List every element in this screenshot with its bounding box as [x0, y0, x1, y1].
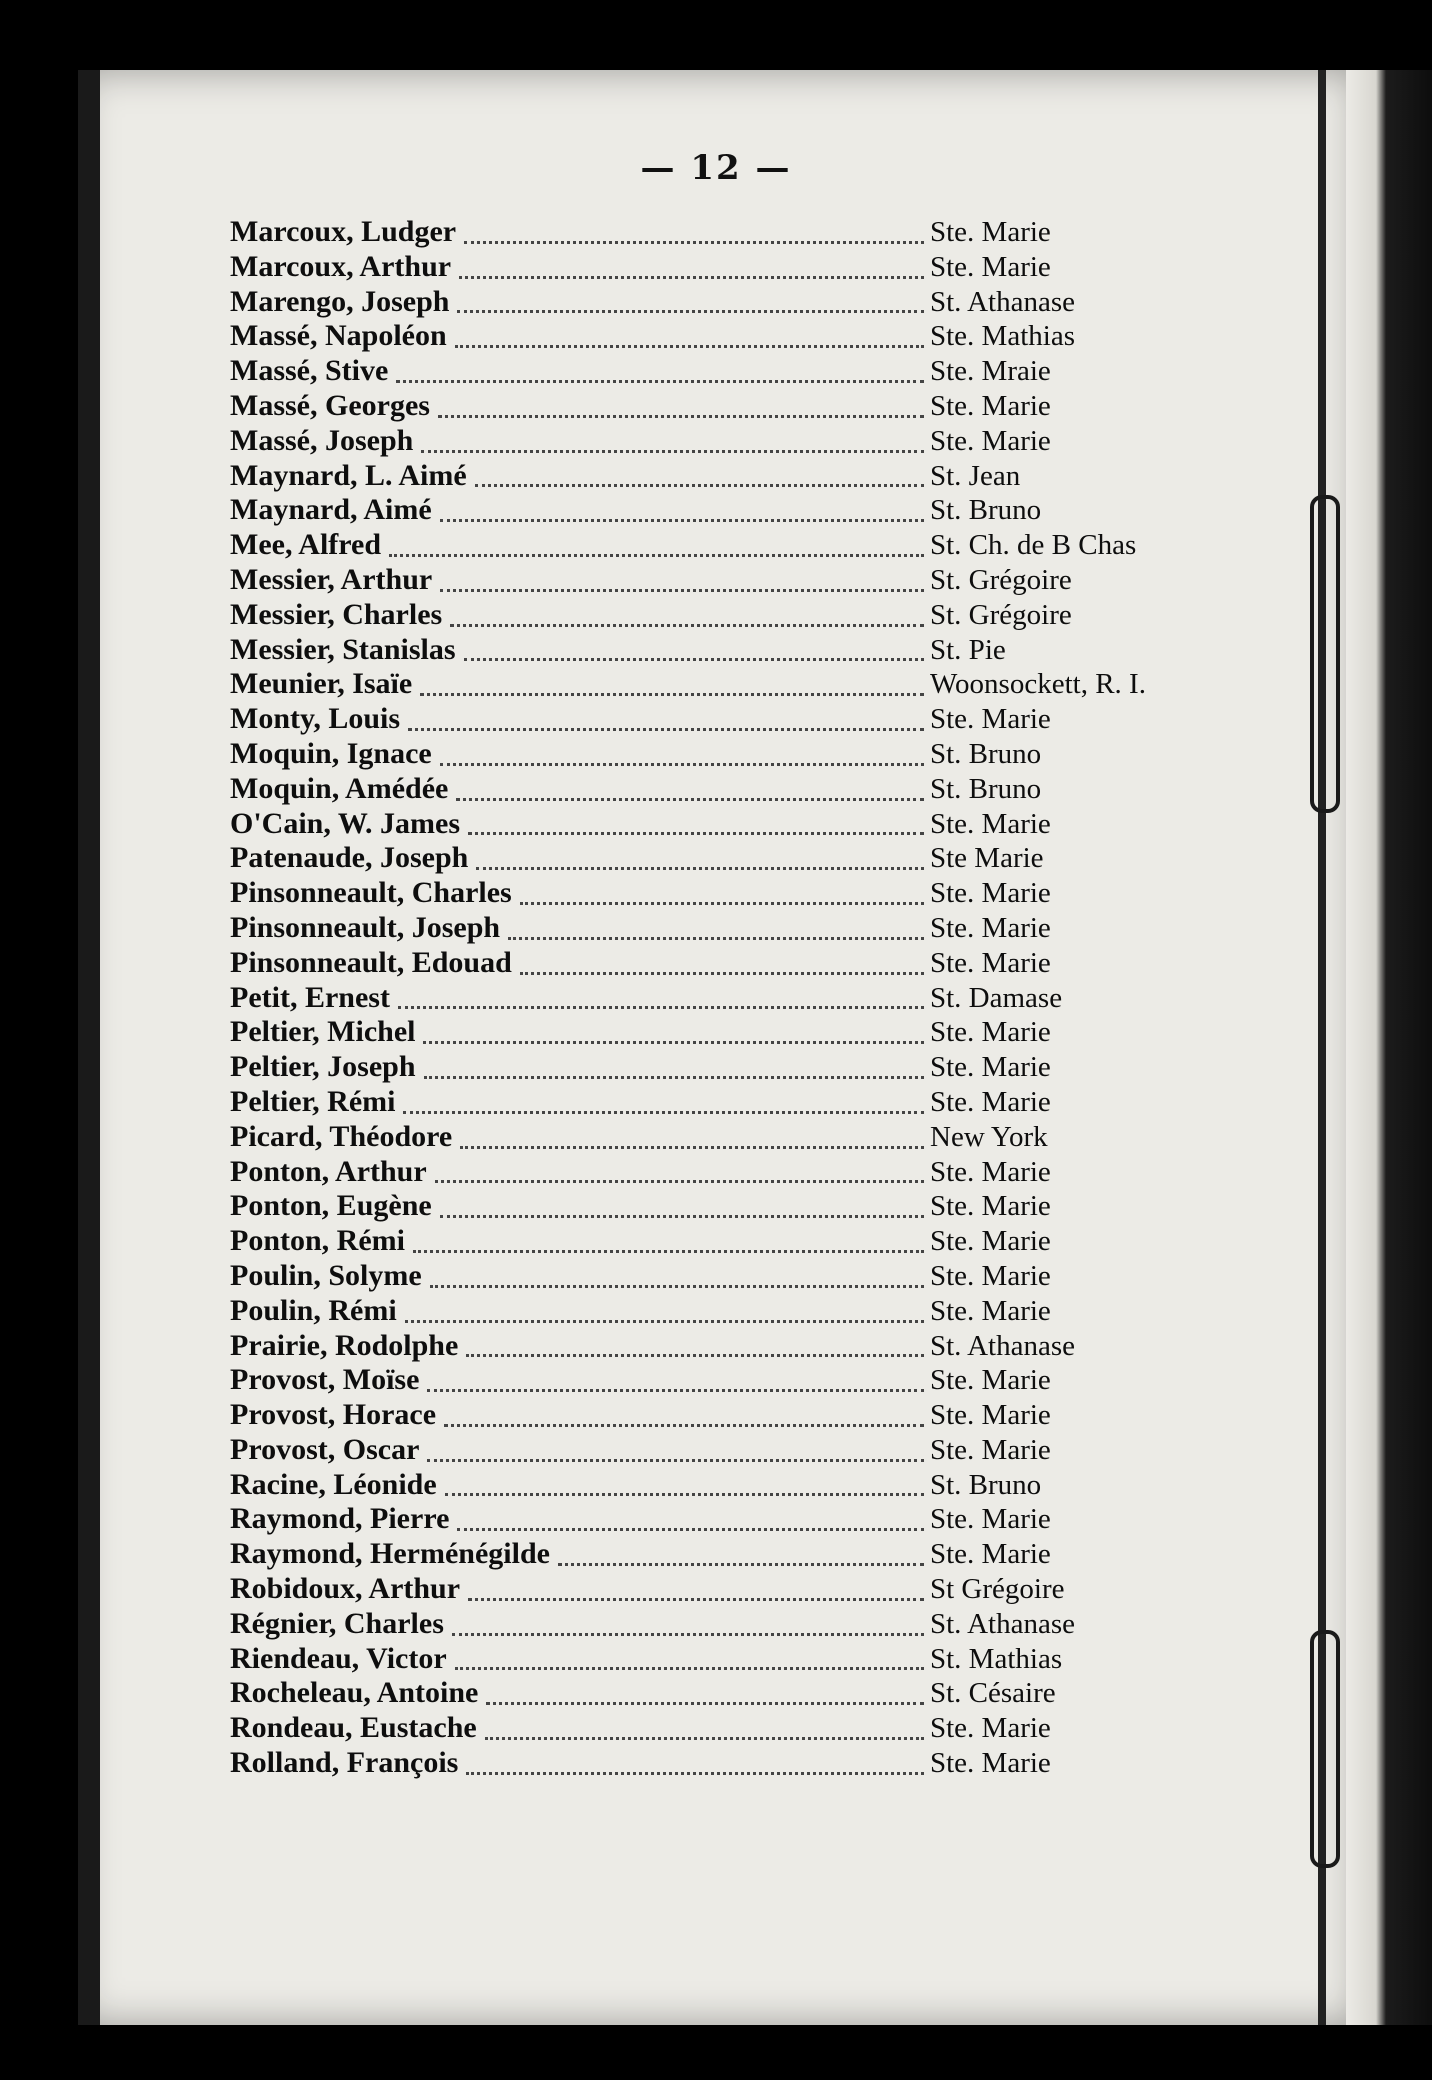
dot-leader	[464, 658, 924, 661]
entry-name: Régnier, Charles	[230, 1606, 444, 1640]
list-item	[230, 807, 1130, 842]
page-right-binding-edge	[1346, 70, 1432, 2025]
name-place-list	[230, 215, 1146, 1781]
list-item	[230, 250, 1130, 285]
entry-name: Massé, Georges	[230, 388, 430, 422]
entry-name: Prairie, Rodolphe	[230, 1328, 459, 1362]
list-item	[230, 319, 1130, 354]
page-left-margin-shadow	[78, 70, 100, 2025]
dot-leader	[476, 867, 924, 870]
entry-place: St Grégoire	[930, 1573, 1065, 1606]
dot-leader	[421, 450, 924, 453]
entry-place: St. Bruno	[930, 772, 1042, 805]
dot-leader	[405, 1320, 924, 1323]
entry-place: Ste. Marie	[930, 877, 1051, 910]
list-item	[230, 841, 1130, 876]
entry-name: Pinsonneault, Charles	[230, 876, 512, 910]
entry-name: Petit, Ernest	[230, 980, 390, 1014]
entry-place: St. Bruno	[930, 1468, 1042, 1501]
entry-place: St. Damase	[930, 981, 1063, 1014]
entry-name: Peltier, Michel	[230, 1015, 416, 1049]
list-item	[230, 1711, 1130, 1746]
dot-leader	[389, 554, 924, 557]
dot-leader	[475, 484, 924, 487]
dot-leader	[520, 972, 924, 975]
entry-place: Ste. Marie	[930, 1016, 1051, 1049]
entry-name: Meunier, Isaïe	[230, 667, 413, 701]
entry-name: Moquin, Ignace	[230, 736, 432, 770]
entry-name: Peltier, Rémi	[230, 1084, 396, 1118]
list-item	[230, 424, 1130, 459]
entry-place: Ste Marie	[930, 842, 1044, 875]
entry-name: Messier, Stanislas	[230, 632, 456, 666]
dot-leader	[468, 1598, 924, 1601]
entry-name: Maynard, L. Aimé	[230, 458, 467, 492]
entry-name: Rocheleau, Antoine	[230, 1676, 479, 1710]
entry-name: Poulin, Rémi	[230, 1293, 397, 1327]
entry-name: Robidoux, Arthur	[230, 1572, 461, 1606]
entry-name: Racine, Léonide	[230, 1467, 437, 1501]
list-item	[230, 1294, 1130, 1329]
dot-leader	[444, 1424, 924, 1427]
list-item	[230, 1607, 1130, 1642]
entry-name: Marcoux, Ludger	[230, 215, 457, 248]
dot-leader	[485, 1737, 924, 1740]
list-item	[230, 633, 1130, 668]
entry-place: Ste. Marie	[930, 911, 1051, 944]
list-item	[230, 946, 1130, 981]
list-item	[230, 215, 1130, 250]
dot-leader	[440, 1215, 924, 1218]
entry-name: Massé, Joseph	[230, 423, 414, 457]
dot-leader	[440, 763, 924, 766]
list-item	[230, 1120, 1130, 1155]
entry-place: St. Bruno	[930, 494, 1042, 527]
entry-place: Ste. Marie	[930, 216, 1051, 248]
entry-place: Ste. Marie	[930, 1712, 1051, 1745]
entry-place: Ste. Marie	[930, 1259, 1051, 1292]
dot-leader	[452, 1633, 924, 1636]
entry-name: Massé, Stive	[230, 354, 389, 388]
entry-name: Ponton, Eugène	[230, 1189, 432, 1223]
dot-leader	[464, 241, 924, 244]
list-item	[230, 1433, 1130, 1468]
dot-leader	[420, 693, 924, 696]
entry-name: Messier, Charles	[230, 597, 443, 631]
entry-place: St. Mathias	[930, 1642, 1063, 1675]
entry-place: St. Athanase	[930, 1329, 1075, 1362]
entry-place: Ste. Marie	[930, 1747, 1051, 1780]
entry-place: St. Jean	[930, 459, 1021, 492]
entry-place: Ste. Marie	[930, 807, 1051, 840]
entry-place: Ste. Mathias	[930, 320, 1075, 353]
list-item	[230, 737, 1130, 772]
dot-leader	[445, 1493, 924, 1496]
entry-place: St. Pie	[930, 633, 1006, 666]
dot-leader	[466, 1772, 924, 1775]
list-item	[230, 1259, 1130, 1294]
dot-leader	[468, 832, 924, 835]
list-item	[230, 1746, 1130, 1781]
entry-place: Ste. Marie	[930, 1503, 1051, 1536]
entry-place: St. Athanase	[930, 1607, 1075, 1640]
list-item	[230, 1363, 1130, 1398]
list-item	[230, 1502, 1130, 1537]
dot-leader	[440, 519, 924, 522]
list-item	[230, 1085, 1130, 1120]
entry-name: Patenaude, Joseph	[230, 841, 469, 875]
binding-cord-bottom	[1310, 1630, 1340, 1868]
entry-place: Ste. Marie	[930, 1364, 1051, 1397]
entry-place: St. Bruno	[930, 737, 1042, 770]
dot-leader	[430, 1285, 924, 1288]
entry-place: St. Ch. de B Chas	[930, 529, 1137, 562]
list-item	[230, 772, 1130, 807]
entry-name: Pinsonneault, Edouad	[230, 945, 512, 979]
dot-leader	[435, 1180, 924, 1183]
dot-leader	[456, 798, 924, 801]
entry-place: Ste. Marie	[930, 424, 1051, 457]
list-item	[230, 1537, 1130, 1572]
entry-name: Poulin, Solyme	[230, 1258, 422, 1292]
dot-leader	[396, 380, 924, 383]
dot-leader	[403, 1111, 924, 1114]
entry-place: Ste. Marie	[930, 1538, 1051, 1571]
dot-leader	[459, 276, 924, 279]
list-item	[230, 285, 1130, 320]
list-item	[230, 1155, 1130, 1190]
list-item	[230, 1572, 1130, 1607]
entry-place: New York	[930, 1120, 1048, 1153]
list-item	[230, 354, 1130, 389]
list-item	[230, 1015, 1130, 1050]
entry-name: Riendeau, Victor	[230, 1641, 447, 1675]
dot-leader	[486, 1702, 924, 1705]
dot-leader	[438, 415, 924, 418]
dot-leader	[457, 1528, 924, 1531]
dot-leader	[558, 1563, 924, 1566]
entry-name: Provost, Oscar	[230, 1432, 420, 1466]
entry-place: Ste. Marie	[930, 1225, 1051, 1258]
list-item	[230, 1676, 1130, 1711]
entry-name: Picard, Théodore	[230, 1119, 453, 1153]
dot-leader	[413, 1250, 924, 1253]
list-item	[230, 493, 1130, 528]
entry-name: Raymond, Pierre	[230, 1502, 450, 1536]
entry-name: Moquin, Amédée	[230, 771, 449, 805]
entry-name: Ponton, Rémi	[230, 1224, 405, 1258]
dot-leader	[450, 624, 924, 627]
entry-name: Marengo, Joseph	[230, 284, 450, 318]
list-item	[230, 1050, 1130, 1085]
list-item	[230, 1329, 1130, 1364]
dot-leader	[398, 1006, 924, 1009]
list-item	[230, 702, 1130, 737]
entry-place: Ste. Marie	[930, 250, 1051, 283]
entry-name: Messier, Arthur	[230, 562, 433, 596]
entry-name: Monty, Louis	[230, 702, 401, 736]
dot-leader	[457, 310, 924, 313]
binding-cord-top	[1310, 495, 1340, 813]
dot-leader	[424, 1076, 924, 1079]
entry-place: Ste. Marie	[930, 389, 1051, 422]
entry-name: Rondeau, Eustache	[230, 1711, 477, 1745]
list-item	[230, 459, 1130, 494]
list-item	[230, 667, 1146, 702]
list-item	[230, 1642, 1130, 1677]
list-item	[230, 598, 1130, 633]
list-item	[230, 1398, 1130, 1433]
entry-name: Marcoux, Arthur	[230, 249, 452, 283]
dot-leader	[427, 1459, 924, 1462]
entry-place: St. Césaire	[930, 1677, 1056, 1710]
entry-place: Ste. Marie	[930, 1190, 1051, 1223]
dot-leader	[520, 902, 924, 905]
dot-leader	[455, 1667, 924, 1670]
entry-name: Mee, Alfred	[230, 528, 382, 562]
entry-place: Ste. Marie	[930, 1051, 1051, 1084]
list-item	[230, 1468, 1130, 1503]
entry-name: Maynard, Aimé	[230, 493, 432, 527]
entry-name: Pinsonneault, Joseph	[230, 910, 501, 944]
entry-place: St. Athanase	[930, 285, 1075, 318]
entry-place: St. Grégoire	[930, 598, 1072, 631]
entry-place: Ste. Marie	[930, 1433, 1051, 1466]
entry-name: Rolland, François	[230, 1746, 459, 1780]
entry-place: Ste. Mraie	[930, 355, 1051, 388]
entry-place: Ste. Marie	[930, 946, 1051, 979]
entry-name: Provost, Moïse	[230, 1363, 420, 1397]
list-item	[230, 563, 1130, 598]
list-item	[230, 911, 1130, 946]
entry-place: Ste. Marie	[930, 1399, 1051, 1432]
dot-leader	[423, 1041, 924, 1044]
entry-place: Ste. Marie	[930, 1155, 1051, 1188]
entry-place: St. Grégoire	[930, 563, 1072, 596]
entry-name: O'Cain, W. James	[230, 806, 461, 840]
list-item	[230, 876, 1130, 911]
entry-place: Woonsockett, R. I.	[930, 668, 1146, 701]
dot-leader	[460, 1146, 924, 1149]
entry-name: Provost, Horace	[230, 1398, 437, 1432]
list-item	[230, 1189, 1130, 1224]
list-item	[230, 389, 1130, 424]
dot-leader	[408, 728, 924, 731]
dot-leader	[455, 345, 924, 348]
entry-name: Ponton, Arthur	[230, 1154, 427, 1188]
entry-place: Ste. Marie	[930, 1294, 1051, 1327]
entry-place: Ste. Marie	[930, 1085, 1051, 1118]
entry-name: Peltier, Joseph	[230, 1050, 416, 1084]
list-item	[230, 981, 1130, 1016]
dot-leader	[508, 937, 924, 940]
dot-leader	[427, 1389, 924, 1392]
dot-leader	[466, 1354, 924, 1357]
entry-place: Ste. Marie	[930, 703, 1051, 736]
dot-leader	[440, 589, 924, 592]
entry-name: Massé, Napoléon	[230, 319, 447, 353]
list-item	[230, 528, 1137, 563]
list-item	[230, 1224, 1130, 1259]
entry-name: Raymond, Herménégilde	[230, 1537, 550, 1571]
page-number: — 12 —	[640, 148, 792, 188]
